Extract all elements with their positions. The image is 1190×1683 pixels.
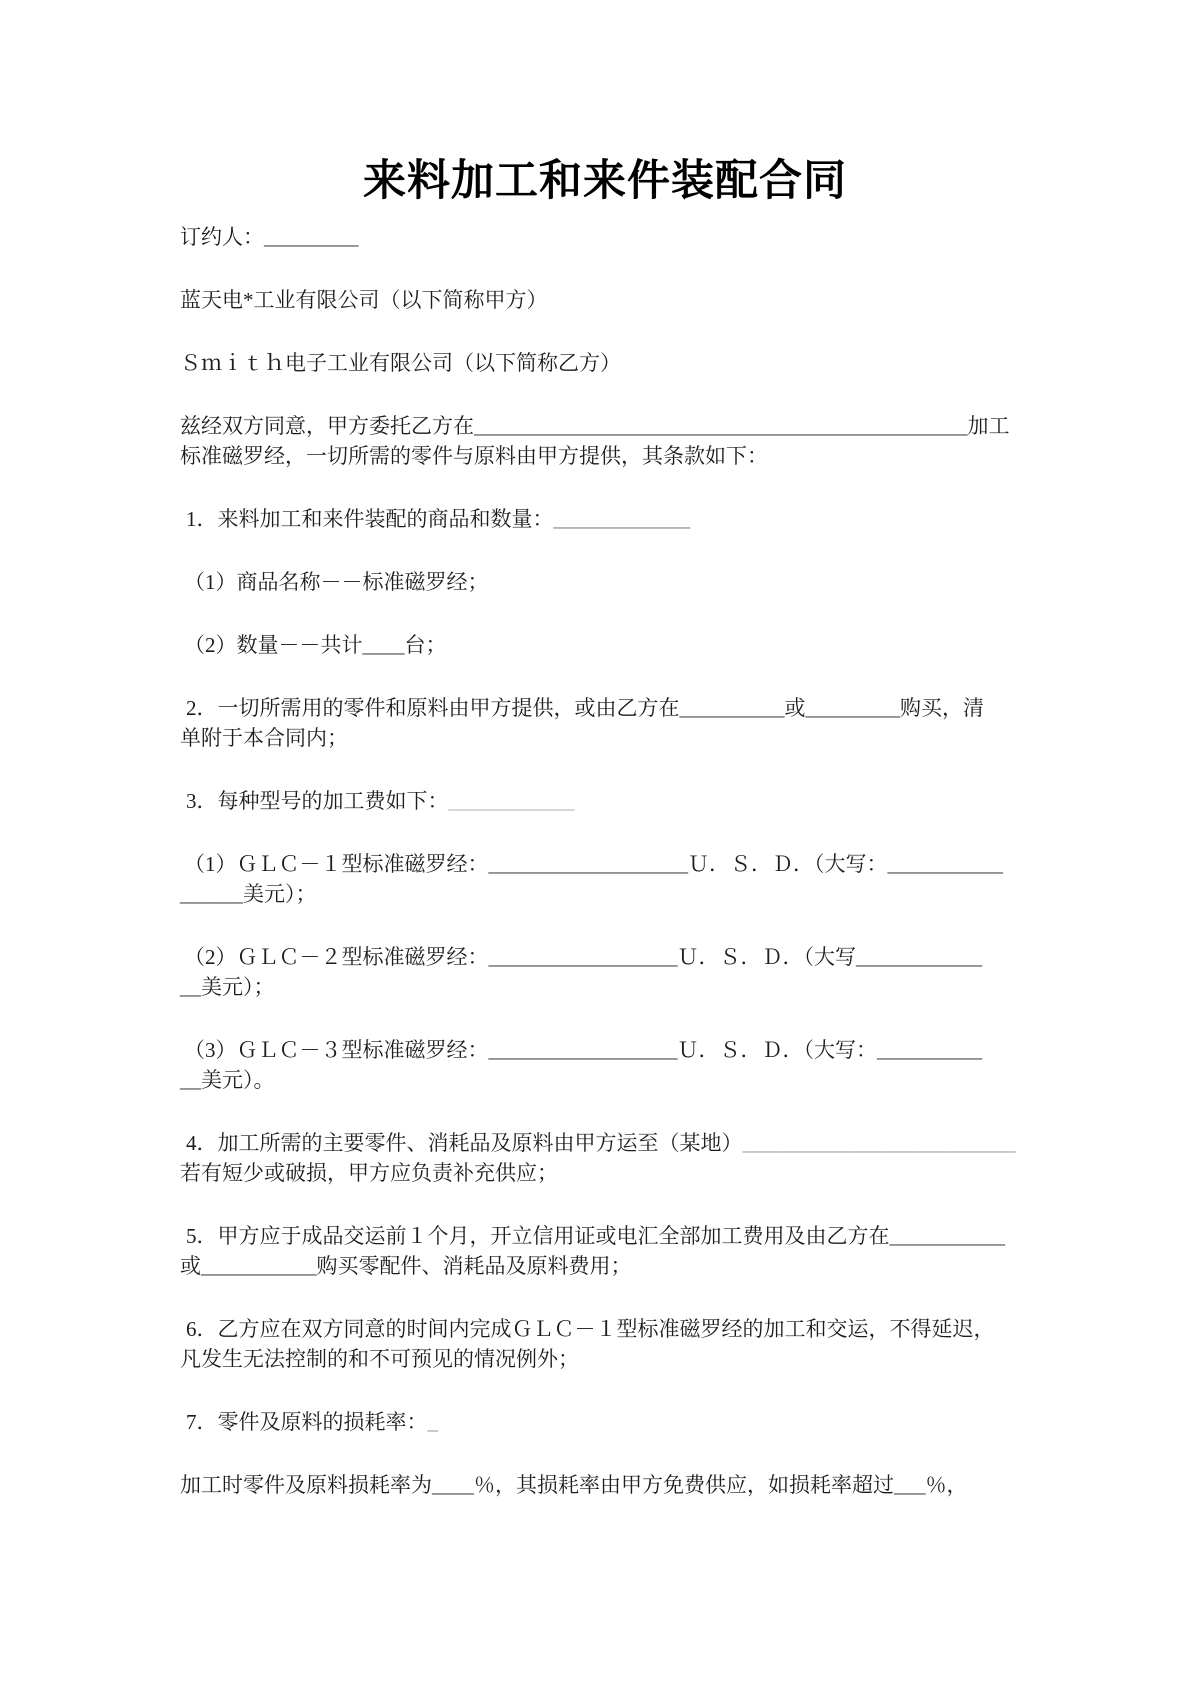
text-run: （2）数量－－共计 [184,633,363,657]
text-run: 标准磁罗经，一切所需的零件与原料由甲方提供，其条款如下： [180,444,768,468]
text-run: 7．零件及原料的损耗率： [186,1410,428,1434]
text-run: 5．甲方应于成品交运前１个月，开立信用证或电汇全部加工费用及由乙方在 [186,1224,890,1248]
text-run: ％，其损耗率由甲方免费供应，如损耗率超过 [474,1473,894,1497]
blank-line: ___________________ [488,852,688,876]
clause-2-line-2 [180,723,1030,753]
clause-6-line-1 [180,1314,1030,1344]
text-run: （2）ＧＬＣ－２型标准磁罗经： [184,945,489,969]
blank-line: __ [180,975,201,999]
blank-line: ___ [894,1473,926,1497]
blank-line: ___________ [889,1224,1005,1248]
clause-6-line-2 [180,1344,1030,1374]
blank-line: _ [427,1410,438,1434]
text-run: 凡发生无法控制的和不可预见的情况例外； [180,1347,579,1371]
clause-4-line-1 [180,1128,1030,1158]
paragraph-party-a [180,285,1030,315]
clause-5 [180,1221,1030,1281]
blank-line: ____ [432,1473,474,1497]
clause-5-line-2 [180,1251,1030,1281]
text-run: （1）商品名称－－标准磁罗经； [184,570,489,594]
text-run: 6．乙方应在双方同意的时间内完成ＧＬＣ－１型标准磁罗经的加工和交运，不得延迟， [186,1317,995,1341]
blank-line: _____________ [553,507,690,531]
text-run: 2．一切所需用的零件和原料由甲方提供，或由乙方在 [186,696,680,720]
text-run: 1．来料加工和来件装配的商品和数量： [186,507,554,531]
text-run: 兹经双方同意，甲方委托乙方在 [180,414,474,438]
text-run: 加工时零件及原料损耗率为 [180,1473,432,1497]
intro-line-1 [180,411,1030,441]
text-run: 购买零配件、消耗品及原料费用； [316,1254,632,1278]
text-run: 3．每种型号的加工费如下： [186,789,449,813]
text-run: 加工 [967,414,1010,438]
text-run: （3）ＧＬＣ－３型标准磁罗经： [184,1038,489,1062]
clause-3-2-line-2 [180,972,1030,1002]
blank-line: _______________________________________________ [474,414,968,438]
blank-line: __________ [679,696,785,720]
text-run: （1）ＧＬＣ－１型标准磁罗经： [184,852,489,876]
text-run: 若有短少或破损，甲方应负责补充供应； [180,1161,558,1185]
clause-4 [180,1128,1030,1188]
blank-line: _________ [805,696,900,720]
text-run: 购买，清 [900,696,984,720]
paragraph-loss-rate [180,1470,1030,1500]
text-run: 或 [784,696,806,720]
clause-2-line-1 [180,693,1030,723]
text-run: ％， [925,1473,968,1497]
document-title: 来料加工和来件装配合同 [363,158,847,205]
text-run: 美元）； [201,975,275,999]
clause-6 [180,1314,1030,1374]
text-run: 台； [404,633,447,657]
clause-3-1-line-1 [180,849,1030,879]
text-run: Ｕ．Ｓ．Ｄ．（大写： [688,852,888,876]
blank-line: __________________ [488,945,678,969]
clause-3-1-line-2 [180,879,1030,909]
blank-line: ___________ [887,852,1003,876]
text-run: 蓝天电*工业有限公司（以下简称甲方） [180,288,548,312]
clause-3 [180,786,1030,816]
clause-1-1 [180,567,1030,597]
blank-line: __________________ [488,1038,678,1062]
blank-line: ____________ [856,945,982,969]
clause-3-3-line-1 [180,1035,1030,1065]
text-run: 美元）。 [201,1068,275,1092]
paragraph-intro [180,411,1030,471]
clause-3-2 [180,942,1030,1002]
blank-line: ___________ [201,1254,317,1278]
clause-1-2 [180,630,1030,660]
clause-3-2-line-1 [180,942,1030,972]
text-run: 4．加工所需的主要零件、消耗品及原料由甲方运至（某地） [186,1131,743,1155]
clause-3-3-line-2 [180,1065,1030,1095]
blank-line: __________ [877,1038,982,1062]
clause-5-line-1 [180,1221,1030,1251]
blank-line: __________________________ [742,1131,1016,1155]
clause-2 [180,693,1030,753]
clause-3-3 [180,1035,1030,1095]
text-run: 美元）； [243,882,317,906]
clause-4-line-2 [180,1158,1030,1188]
text-run: Ｕ．Ｓ．Ｄ．（大写 [677,945,856,969]
text-run: 订约人： [180,225,264,249]
text-run: 或 [180,1254,201,1278]
clause-7 [180,1407,1030,1437]
blank-line: ____ [362,633,405,657]
blank-line: ____________ [448,789,575,813]
blank-line: ______ [180,882,243,906]
blank-line: __ [180,1068,201,1092]
text-run: Ｓｍｉｔｈ电子工业有限公司（以下简称乙方） [180,351,621,375]
paragraph-signer [180,222,1030,252]
intro-line-2 [180,441,1030,471]
blank-line: _________ [264,225,359,249]
clause-3-1 [180,849,1030,909]
text-run: Ｕ．Ｓ．Ｄ．（大写： [677,1038,877,1062]
clause-1 [180,504,1030,534]
text-run: 单附于本合同内； [180,726,348,750]
paragraph-party-b [180,348,1030,378]
